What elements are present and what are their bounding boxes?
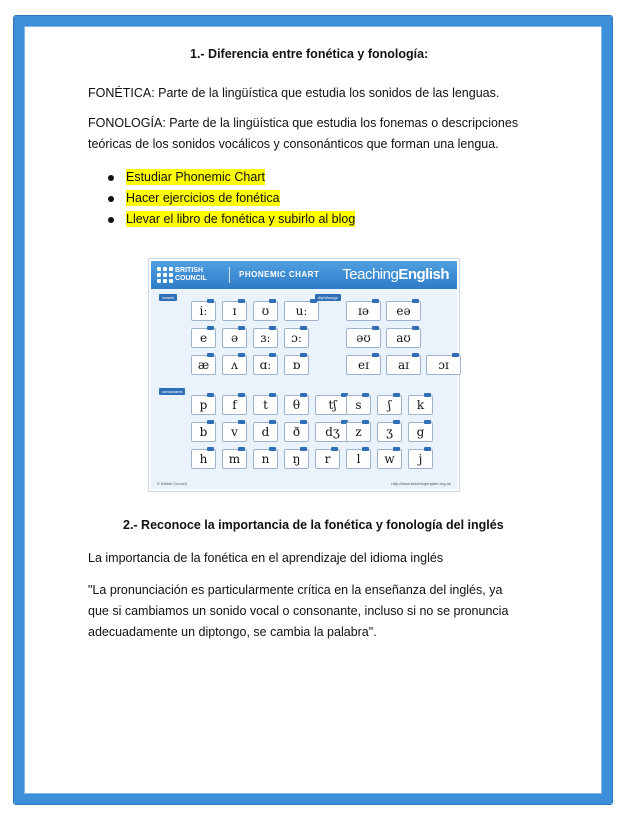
cell-tab-icon [207,447,214,451]
cell-tab-icon [424,447,431,451]
phoneme-symbol: ʊ [261,304,270,318]
phoneme-cell [346,355,381,375]
british-council-wordmark: BRITISH COUNCIL [175,267,207,282]
phoneme-symbol: j [418,452,423,466]
cell-tab-icon [372,353,379,357]
phoneme-symbol: aɪ [398,358,409,372]
cell-tab-icon [238,326,245,330]
header-divider [229,267,230,283]
phoneme-cell [315,449,340,469]
phoneme-symbol: v [231,425,238,439]
task-list [108,167,355,230]
cell-tab-icon [362,393,369,397]
list-item [108,188,355,209]
label-consonants: consonants [159,388,185,395]
cell-tab-icon [269,353,276,357]
quote-line-1: "La pronunciación es particularmente crítica en la enseñanza del inglés, ya [88,583,503,597]
phoneme-cell [253,395,278,415]
british-council-logo-icon [157,267,173,283]
phoneme-cell [284,301,319,321]
label-diphthongs: diphthongs [315,294,341,301]
phoneme-symbol: ə [230,331,239,345]
phoneme-cell [253,449,278,469]
cell-tab-icon [238,420,245,424]
heading-diferencia: 1.- Diferencia entre fonética y fonología: [190,47,429,61]
cell-tab-icon [269,393,276,397]
phoneme-symbol: eə [396,304,411,318]
phoneme-cell [346,301,381,321]
phoneme-symbol: iː [199,304,208,318]
phoneme-symbol: e [199,331,208,345]
phoneme-cell [386,301,421,321]
phoneme-cell [253,328,278,348]
phoneme-symbol: aʊ [396,331,411,345]
phoneme-cell [386,328,421,348]
phoneme-symbol: ð [292,425,301,439]
cell-tab-icon [412,353,419,357]
importancia-text: La importancia de la fonética en el aprendizaje del idioma inglés [88,551,444,565]
phoneme-cell [346,449,371,469]
phoneme-cell [222,395,247,415]
cell-tab-icon [207,353,214,357]
phoneme-symbol: ŋ [292,452,301,466]
phoneme-cell [222,422,247,442]
phoneme-cell [315,422,350,442]
cell-tab-icon [238,447,245,451]
phoneme-symbol: m [228,452,241,466]
cell-tab-icon [372,299,379,303]
phoneme-cell [284,422,309,442]
cell-tab-icon [207,420,214,424]
phoneme-symbol: θ [292,398,301,412]
phoneme-symbol: ɔː [291,331,302,345]
phoneme-symbol: ɒ [292,358,301,372]
phoneme-cell [222,328,247,348]
cell-tab-icon [362,420,369,424]
cell-tab-icon [372,326,379,330]
quote-line-2: que si cambiamos un sonido vocal o consonante, incluso si no se pronuncia [88,604,509,618]
chart-footer-left: © British Council [157,481,187,486]
phoneme-cell [377,422,402,442]
phoneme-cell [426,355,461,375]
chart-header [151,261,457,289]
phoneme-cell [284,395,309,415]
cell-tab-icon [393,420,400,424]
cell-tab-icon [424,393,431,397]
phoneme-symbol: k [416,398,425,412]
cell-tab-icon [238,393,245,397]
phoneme-cell [386,355,421,375]
phoneme-cell [346,328,381,348]
cell-tab-icon [238,353,245,357]
definition-fonologia-line1: FONOLOGÍA: Parte de la lingüística que estudia los fonemas o descripciones [88,116,519,130]
phoneme-symbol: ɜː [260,331,271,345]
phoneme-cell [222,449,247,469]
phoneme-symbol: ɑː [259,358,272,372]
phoneme-symbol: ɪ [232,304,237,318]
phoneme-symbol: tʃ [328,398,337,412]
cell-tab-icon [269,420,276,424]
cell-tab-icon [269,447,276,451]
cell-tab-icon [331,447,338,451]
phoneme-cell [191,395,216,415]
cell-tab-icon [269,326,276,330]
phoneme-cell [284,355,309,375]
phoneme-cell [377,449,402,469]
phoneme-symbol: l [356,452,361,466]
phoneme-cell [253,301,278,321]
phoneme-symbol: p [199,398,208,412]
phoneme-cell [377,395,402,415]
highlighted-text: Estudiar Phonemic Chart [126,170,265,184]
phoneme-cell [408,422,433,442]
phoneme-symbol: f [232,398,237,412]
phonemic-chart-image [148,258,460,492]
phoneme-cell [222,355,247,375]
phoneme-symbol: ɪə [358,304,369,318]
phoneme-cell [315,395,350,415]
phoneme-cell [253,422,278,442]
phoneme-symbol: n [261,452,270,466]
definition-fonologia-line2: teóricas de los sonidos vocálicos y consonánticos que forman una lengua. [88,137,499,151]
phoneme-symbol: t [263,398,268,412]
phoneme-symbol: æ [197,358,210,372]
phoneme-symbol: d [261,425,270,439]
cell-tab-icon [393,393,400,397]
phoneme-symbol: s [355,398,362,412]
phoneme-cell [284,328,309,348]
cell-tab-icon [362,447,369,451]
phoneme-symbol: əʊ [356,331,371,345]
phoneme-cell [408,449,433,469]
phoneme-symbol: w [384,452,395,466]
chart-title: PHONEMIC CHART [239,270,320,279]
phoneme-cell [346,422,371,442]
phoneme-symbol: b [199,425,208,439]
cell-tab-icon [300,326,307,330]
phoneme-cell [253,355,278,375]
cell-tab-icon [207,326,214,330]
cell-tab-icon [412,326,419,330]
phoneme-cell [191,449,216,469]
cell-tab-icon [238,299,245,303]
highlighted-text: Hacer ejercicios de fonética [126,191,280,205]
cell-tab-icon [207,299,214,303]
phoneme-symbol: r [324,452,331,466]
phoneme-symbol: ʃ [387,398,392,412]
phoneme-symbol: ʌ [231,358,238,372]
phoneme-cell [191,355,216,375]
chart-body [151,261,457,489]
phoneme-symbol: ʒ [386,425,393,439]
bullet-icon [108,196,114,202]
label-vowels: vowels [159,294,177,301]
phoneme-cell [191,422,216,442]
phoneme-cell [191,328,216,348]
teaching-english-logo: TeachingEnglish [342,266,449,283]
phoneme-cell [191,301,216,321]
phoneme-cell [346,395,371,415]
cell-tab-icon [207,393,214,397]
cell-tab-icon [300,353,307,357]
cell-tab-icon [412,299,419,303]
bullet-icon [108,217,114,223]
phoneme-symbol: h [199,452,208,466]
phoneme-symbol: g [416,425,425,439]
cell-tab-icon [300,447,307,451]
cell-tab-icon [300,393,307,397]
cell-tab-icon [300,420,307,424]
phoneme-symbol: ɔɪ [438,358,449,372]
list-item [108,209,355,230]
phoneme-cell [284,449,309,469]
definition-fonetica: FONÉTICA: Parte de la lingüística que estudia los sonidos de las lenguas. [88,86,500,100]
cell-tab-icon [424,420,431,424]
phoneme-symbol: eɪ [358,358,369,372]
chart-footer-right: http://www.teachingenglish.org.uk [391,481,451,486]
phoneme-cell [408,395,433,415]
highlighted-text: Llevar el libro de fonética y subirlo al blog [126,212,356,226]
cell-tab-icon [452,353,459,357]
cell-tab-icon [310,299,317,303]
phoneme-symbol: z [355,425,362,439]
phoneme-symbol: uː [295,304,308,318]
cell-tab-icon [393,447,400,451]
phoneme-symbol: dʒ [325,425,340,439]
list-item [108,167,355,188]
heading-importancia: 2.- Reconoce la importancia de la fonética y fonología del inglés [123,518,504,532]
phoneme-cell [222,301,247,321]
bullet-icon [108,175,114,181]
quote-line-3: adecuadamente un diptongo, se cambia la palabra". [88,625,377,639]
cell-tab-icon [269,299,276,303]
